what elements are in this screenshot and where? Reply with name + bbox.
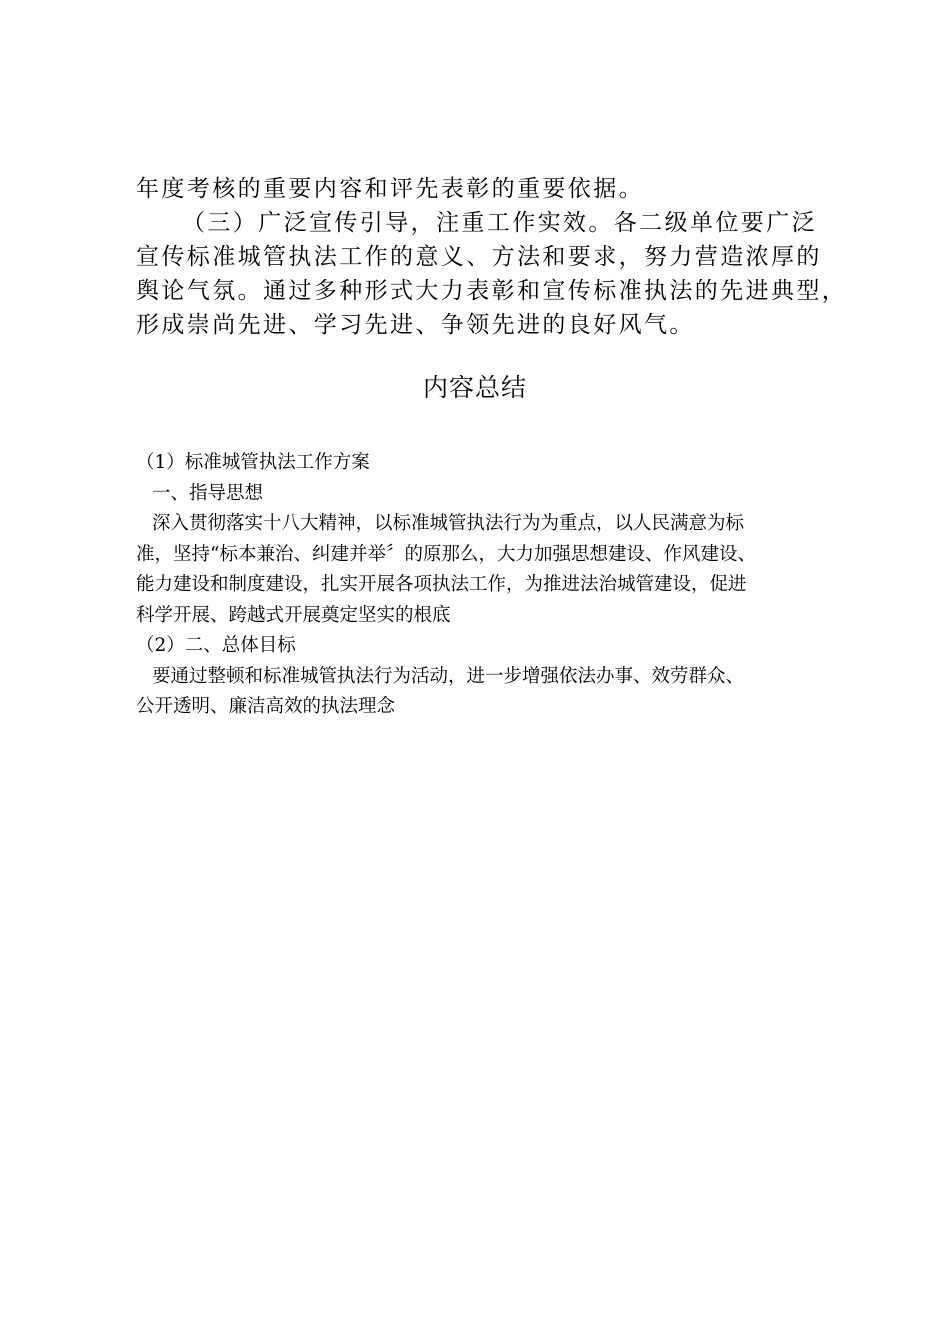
text-line: 舆论气氛。通过多种形式大力表彰和宣传标准执法的先进典型，	[136, 278, 848, 304]
summary-item-heading: （1）标准城管执法工作方案	[136, 452, 370, 473]
summary-text-line: 深入贯彻落实十八大精神，以标准城管执法行为为重点，以人民满意为标	[152, 513, 745, 534]
paragraph-continuation	[136, 172, 836, 206]
summary-text-line: 公开透明、廉洁高效的执法理念	[136, 696, 396, 717]
summary-text-line: 要通过整顿和标准城管执法行为活动，进一步增强依法办事、效劳群众、	[152, 665, 745, 687]
paragraph-publicity	[136, 206, 848, 342]
text-line: 宣传标准城管执法工作的意义、方法和要求，努力营造浓厚的	[136, 244, 822, 270]
summary-section	[136, 448, 826, 723]
summary-item-heading: （2）二、总体目标	[136, 635, 296, 656]
text-line: （三）广泛宣传引导，注重工作实效。各二级单位要广泛	[182, 210, 817, 236]
summary-title: 内容总结	[422, 373, 527, 402]
summary-text-line: 能力建设和制度建设，扎实开展各项执法工作，为推进法治城管建设，促进	[136, 574, 747, 595]
body-text	[136, 172, 848, 342]
summary-text-line: 科学开展、跨越式开展奠定坚实的根底	[136, 604, 451, 626]
text-line: 年度考核的重要内容和评先表彰的重要依据。	[136, 176, 644, 202]
text-line: 形成崇尚先进、学习先进、争领先进的良好风气。	[136, 312, 695, 338]
summary-text-line: 准，坚持“标本兼治、纠建并举〞的原那么，大力加强思想建设、作风建设、	[136, 543, 756, 565]
summary-subheading: 一、指导思想	[152, 482, 264, 504]
